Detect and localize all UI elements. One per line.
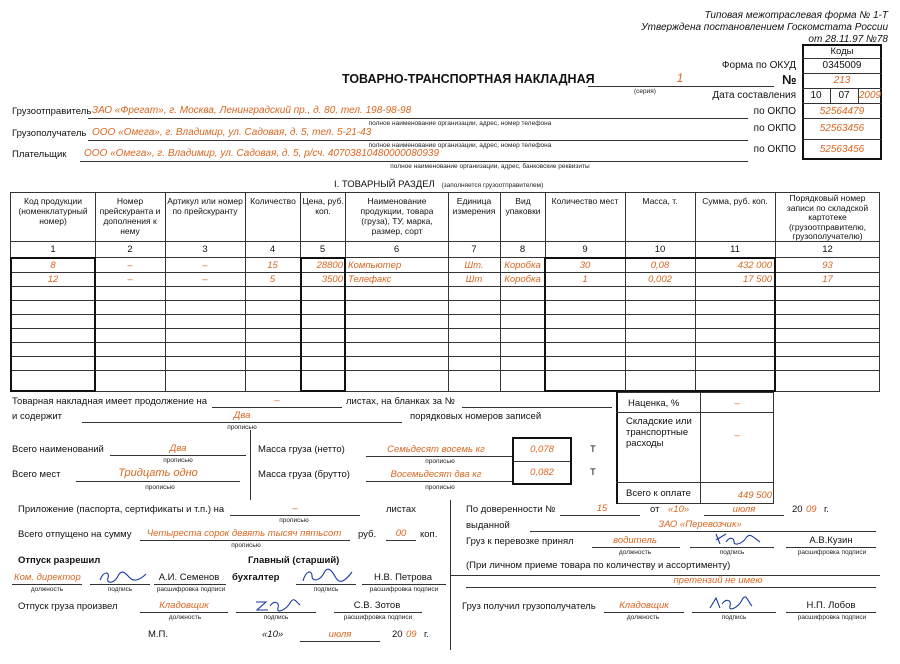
attachment-sheets: листах	[386, 504, 416, 515]
records-label: порядковых номеров записей	[410, 411, 542, 422]
okpo-label-1: по ОКПО	[753, 106, 796, 117]
cell-places: 1	[582, 274, 588, 285]
stamp-place: М.П.	[148, 629, 169, 640]
col-header-9: Количество мест	[551, 196, 619, 206]
decode-hint: расшифровка подписи	[156, 586, 226, 593]
rub-label: руб.	[358, 529, 377, 540]
signature-lobov	[706, 594, 754, 612]
no-label: №	[782, 72, 797, 87]
claims-value: претензий не имею	[673, 575, 763, 586]
attachment-value: –	[292, 503, 298, 514]
col-number: 10	[654, 244, 666, 255]
signature-zotov	[252, 596, 302, 614]
footer-year-suffix: г.	[424, 629, 429, 640]
signature-semenov	[96, 568, 150, 586]
net-mass-value: 0,078	[530, 444, 554, 455]
kop-label: коп.	[420, 529, 438, 540]
shipper-value: ЗАО «Фрегат», г. Москва, Ленинградский пр., д. 80, тел. 198-98-98	[92, 105, 412, 116]
markup-label: Наценка, %	[628, 398, 680, 409]
cell-pricelist: –	[127, 260, 133, 271]
col-header-2: Номер прейскуранта и дополнения к нему	[99, 196, 161, 236]
propis-hint: прописью	[145, 484, 175, 491]
date-day: 10	[810, 90, 822, 101]
col-header-11: Сумма, руб. коп.	[702, 196, 768, 206]
permit-label: Отпуск разрешил	[18, 555, 101, 566]
received-position: Кладовщик	[619, 600, 669, 611]
col-header-10: Масса, т.	[642, 196, 678, 206]
footer-year: 09	[406, 629, 417, 640]
proxy-year-suffix: г.	[824, 504, 829, 515]
chief-name: Н.В. Петрова	[373, 572, 433, 583]
okpo-consignee: 52563456	[819, 123, 865, 134]
signature-kuzin	[712, 530, 762, 548]
approved-date: от 28.11.97 №78	[808, 34, 888, 45]
date-month: 07	[838, 90, 850, 101]
okpo-label-3: по ОКПО	[753, 144, 796, 155]
total-label: Всего к оплате	[626, 488, 691, 499]
shipper-label: Грузоотправитель	[12, 106, 92, 117]
chief-label: Главный (старший)	[248, 555, 340, 566]
reg-number: 213	[833, 75, 851, 86]
personal-label: (При личном приеме товара по количеству и ассортименту)	[466, 560, 731, 571]
payer-label: Плательщик	[12, 149, 67, 160]
contains-label: и содержит	[12, 411, 63, 422]
col-number: 11	[730, 244, 740, 255]
proxy-day: «10»	[668, 504, 690, 515]
footer-month: июля	[328, 629, 352, 640]
series-label: (серия)	[634, 88, 656, 95]
sign-hint: подпись	[719, 549, 745, 556]
doc-number: 1	[676, 71, 684, 85]
gross-mass-label: Масса груза (брутто)	[258, 469, 350, 480]
released-label: Всего отпущено на сумму	[18, 529, 132, 540]
col-number: 3	[202, 244, 208, 255]
col-header-4: Количество	[250, 196, 296, 206]
proxy-label: По доверенности №	[466, 504, 556, 515]
propis-hint: прописью	[425, 458, 455, 465]
total-places-label: Всего мест	[12, 469, 61, 480]
cell-article: –	[202, 260, 208, 271]
cell-package: Коробка	[504, 274, 541, 285]
cell-unit: Шт.	[464, 260, 484, 271]
consignee-label: Грузополучатель	[12, 128, 87, 139]
markup-value: –	[734, 398, 740, 409]
accepted-name: А.В.Кузин	[809, 535, 853, 546]
net-mass-words: Семьдесят восемь кг	[387, 444, 485, 455]
received-label: Груз получил грузополучатель	[462, 601, 596, 612]
col-number: 5	[319, 244, 326, 255]
propis-hint: прописью	[227, 424, 257, 431]
permit-position: Ком. директор	[14, 572, 81, 583]
okud-label: Форма по ОКУД	[721, 60, 796, 71]
col-header-3: Артикул или номер по прейскуранту	[167, 196, 243, 216]
produced-label: Отпуск груза произвел	[18, 601, 118, 612]
kop-value: 00	[395, 528, 407, 539]
cell-package: Коробка	[504, 260, 541, 271]
warehouse-label: Складские или транспортные расходы	[626, 416, 692, 449]
total-names-value: Два	[169, 443, 187, 454]
consignee-value: ООО «Омега», г. Владимир, ул. Садовая, д. 5, тел. 5-21-43	[92, 127, 372, 138]
page-title: ТОВАРНО-ТРАНСПОРТНАЯ НАКЛАДНАЯ	[342, 72, 595, 86]
cell-mass: 0,08	[650, 260, 670, 271]
section-title	[334, 179, 543, 190]
date-label: Дата составления	[712, 90, 796, 101]
date-year: 2009	[858, 90, 882, 101]
col-header-1: Код продукции (номенклатурный номер)	[18, 196, 88, 226]
propis-hint: прописью	[163, 457, 193, 464]
signature-petrova	[300, 567, 354, 585]
section-subtitle: (заполняется грузоотправителем)	[441, 182, 544, 189]
col-header-5: Цена, руб. коп.	[302, 196, 344, 216]
cell-article: –	[202, 274, 208, 285]
col-number: 1	[50, 244, 56, 255]
cell-mass: 0,002	[648, 274, 672, 285]
gross-mass-value: 0,082	[530, 467, 554, 478]
proxy-year-prefix: 20	[792, 504, 803, 515]
col-number: 7	[471, 244, 477, 255]
shipper-hint: полное наименование организации, адрес, номер телефона	[368, 120, 552, 127]
position-hint: должность	[626, 614, 660, 621]
sign-hint: подпись	[721, 614, 747, 621]
cell-quantity: 15	[267, 260, 278, 271]
records-value: Два	[233, 410, 251, 421]
okpo-payer: 52563456	[819, 144, 865, 155]
sign-hint: подпись	[263, 614, 289, 621]
accountant-label: бухгалтер	[232, 572, 280, 583]
decode-hint: расшифровка подписи	[797, 549, 867, 556]
accepted-position: водитель	[613, 535, 657, 546]
cell-price: 28800	[316, 260, 343, 271]
proxy-number: 15	[596, 503, 608, 514]
cell-quantity: 5	[269, 274, 276, 285]
consignee-hint: полное наименование организации, адрес, номер телефона	[368, 142, 552, 149]
continuation-label: Товарная накладная имеет продолжение на	[12, 396, 208, 407]
total-names-label: Всего наименований	[12, 444, 104, 455]
continuation-value: –	[274, 395, 280, 406]
warehouse-value: –	[734, 430, 740, 441]
section-title-text: I. ТОВАРНЫЙ РАЗДЕЛ	[334, 179, 435, 190]
attachment-label: Приложение (паспорта, сертификаты и т.п.) на	[18, 504, 225, 515]
footer-day: «10»	[262, 629, 284, 640]
position-hint: должность	[168, 614, 202, 621]
col-number: 8	[519, 244, 526, 255]
received-name: Н.П. Лобов	[806, 600, 856, 611]
sign-hint: подпись	[107, 586, 133, 593]
sign-hint: подпись	[313, 586, 339, 593]
decode-hint: расшифровка подписи	[369, 586, 439, 593]
payer-hint: полное наименование организации, адрес, банковские реквизиты	[390, 163, 590, 170]
produced-position: Кладовщик	[159, 600, 209, 611]
col-header-7: Единица измерения	[452, 196, 496, 216]
footer-year-prefix: 20	[392, 629, 403, 640]
net-mass-label: Масса груза (нетто)	[258, 444, 345, 455]
produced-name: С.В. Зотов	[353, 600, 401, 611]
issued-value: ЗАО «Перевозчик»	[658, 519, 742, 530]
gross-unit: Т	[590, 467, 596, 478]
col-number: 2	[127, 244, 133, 255]
cell-product: Компьютер	[348, 260, 402, 271]
col-number: 9	[582, 244, 588, 255]
propis-hint: прописью	[231, 542, 261, 549]
decode-hint: расшифровка подписи	[343, 614, 413, 621]
okpo-label-2: по ОКПО	[753, 123, 796, 134]
cell-record: 17	[822, 274, 833, 285]
accepted-label: Груз к перевозке принял	[466, 536, 574, 547]
gross-mass-words: Восемьдесят два кг	[390, 469, 482, 480]
cell-unit: Шт	[465, 274, 483, 285]
propis-hint: прописью	[279, 517, 309, 524]
cell-code: 8	[50, 260, 56, 271]
col-header-8: Вид упаковки	[505, 196, 541, 216]
sheets-label: листах, на бланках за №	[346, 396, 455, 407]
propis-hint: прописью	[425, 484, 455, 491]
position-hint: должность	[30, 586, 64, 593]
position-hint: должность	[618, 549, 652, 556]
col-number: 6	[393, 244, 400, 255]
cell-sum: 17 500	[742, 274, 772, 285]
col-header-6: Наименование продукции, товара (груза), ТУ, марка, размер, сорт	[360, 196, 434, 236]
permit-name: А.И. Семенов	[158, 572, 220, 583]
codes-label: Коды	[830, 46, 854, 57]
payer-value: ООО «Омега», г. Владимир, ул. Садовая, д. 5, р/сч. 40703810480000080939	[84, 148, 440, 159]
form-type: Типовая межотраслевая форма № 1-Т	[704, 10, 888, 21]
cell-product: Телефакс	[348, 274, 392, 285]
issued-label: выданной	[466, 520, 510, 531]
okud-code: 0345009	[822, 60, 862, 71]
cell-places: 30	[579, 260, 591, 271]
cell-pricelist: –	[127, 274, 133, 285]
approved-text: Утверждена постановлением Госкомстата России	[641, 22, 888, 33]
cell-record: 93	[822, 260, 833, 271]
released-words: Четыреста сорок девять тысяч пятьсот	[146, 528, 342, 539]
okpo-shipper: 52564479	[819, 106, 865, 117]
cell-price: 3500	[321, 274, 343, 285]
total-places-value: Тридцать одно	[118, 467, 198, 479]
net-unit: Т	[590, 444, 596, 455]
proxy-from: от	[650, 504, 660, 515]
col-number: 4	[269, 244, 276, 255]
cell-code: 12	[47, 274, 59, 285]
col-header-12: Порядковый номер записи по складской картотеке (грузоотправителю, грузополучателю)	[786, 193, 869, 241]
proxy-year: 09	[806, 504, 817, 515]
total-value: 449 500	[737, 490, 772, 501]
proxy-month: июля	[732, 504, 756, 515]
col-number: 12	[822, 244, 833, 255]
cell-sum: 432 000	[737, 260, 772, 271]
decode-hint: расшифровка подписи	[797, 614, 867, 621]
